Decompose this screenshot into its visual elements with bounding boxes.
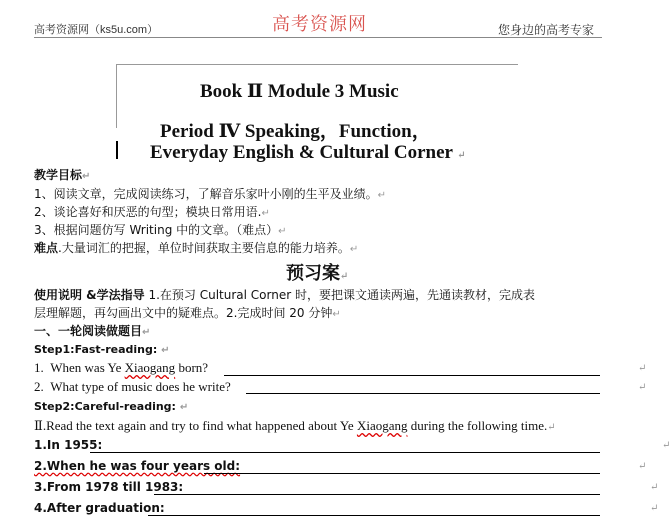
paragraph-mark: ↵ bbox=[638, 382, 647, 393]
question-2-text: What type of music does he write? bbox=[50, 379, 231, 394]
step2-label bbox=[34, 400, 188, 413]
title-frame-top bbox=[116, 64, 518, 65]
difficulty-label: 难点 bbox=[34, 241, 59, 255]
section-1-heading bbox=[34, 322, 150, 339]
usage-text-1: 1.在预习 Cultural Corner 时，要把课文通读两遍，先通读教材，完成表 bbox=[144, 288, 535, 302]
answer-line-1978-1983[interactable] bbox=[154, 494, 600, 495]
paragraph-mark: ↵ bbox=[179, 402, 189, 413]
title-line-3-text: Everyday English & Cultural Corner bbox=[150, 142, 453, 163]
difficulty-text: .大量词汇的把握，单位时间获取主要信息的能力培养。 bbox=[58, 241, 350, 255]
step2-instruction-name: Xiaogang bbox=[356, 418, 408, 433]
usage-text-2: 层理解题，再勾画出文中的疑难点。2.完成时间 20 分钟 bbox=[34, 306, 333, 320]
paragraph-mark: ↵ bbox=[457, 150, 466, 161]
section-1-heading-text: 一、一轮阅读做题目 bbox=[34, 324, 143, 338]
answer-line-q2[interactable] bbox=[246, 393, 600, 394]
paragraph-mark: ↵ bbox=[650, 503, 659, 514]
header-source: 高考资源网（ks5u.com） bbox=[34, 24, 159, 36]
item-1-label: 1.In 1955: bbox=[34, 438, 103, 452]
header-brand-logo: 高考资源网 bbox=[272, 14, 367, 35]
header-slogan: 您身边的高考专家 bbox=[498, 23, 595, 37]
paragraph-mark: ↵ bbox=[332, 309, 341, 320]
objective-item-2-text: 2、谈论喜好和厌恶的句型；模块日常用语. bbox=[34, 205, 262, 219]
title-line-1: Book Ⅱ Module 3 Music bbox=[200, 81, 399, 102]
step1-label-text: Step1:Fast-reading: bbox=[34, 343, 158, 356]
item-4-label: 4.After graduation: bbox=[34, 501, 165, 515]
header-rule bbox=[34, 37, 602, 38]
usage-line-1 bbox=[34, 286, 535, 303]
question-1-number: 1. bbox=[34, 360, 44, 375]
objective-item-3 bbox=[34, 221, 287, 238]
paragraph-mark: ↵ bbox=[638, 461, 647, 472]
paragraph-mark: ↵ bbox=[377, 190, 387, 201]
question-1 bbox=[34, 360, 208, 376]
paragraph-mark: ↵ bbox=[278, 226, 287, 237]
preview-title-text: 预习案 bbox=[286, 263, 340, 284]
preview-title bbox=[286, 259, 348, 285]
paragraph-mark: ↵ bbox=[82, 171, 91, 182]
objective-item-1-text: 1、阅读文章，完成阅读练习，了解音乐家叶小刚的生平及业绩。 bbox=[34, 187, 378, 201]
difficulty-line bbox=[34, 239, 358, 256]
title-line-2: Period Ⅳ Speaking，Function， bbox=[160, 121, 431, 142]
step2-instruction-a: Ⅱ.Read the text again and try to find what happened about Ye bbox=[34, 418, 357, 433]
question-1-text-b: born? bbox=[175, 360, 209, 375]
paragraph-mark: ↵ bbox=[142, 327, 151, 338]
usage-label: 使用说明 &学法指导 bbox=[34, 288, 145, 302]
question-2 bbox=[34, 379, 231, 395]
objective-item-3-text: 3、根据问题仿写 Writing 中的文章。（难点） bbox=[34, 223, 279, 237]
objectives-heading-text: 教学目标 bbox=[34, 168, 83, 182]
title-line-3 bbox=[150, 142, 466, 164]
item-2-label: 2.When he was four years old: bbox=[34, 459, 241, 473]
objectives-heading bbox=[34, 166, 90, 183]
objective-item-2 bbox=[34, 203, 270, 220]
question-2-number: 2. bbox=[34, 379, 44, 394]
paragraph-mark: ↵ bbox=[161, 345, 170, 356]
answer-line-after-graduation[interactable] bbox=[148, 515, 600, 516]
paragraph-mark: ↵ bbox=[638, 363, 647, 374]
answer-line-1955[interactable] bbox=[90, 452, 600, 453]
paragraph-mark: ↵ bbox=[340, 271, 349, 282]
step2-instruction bbox=[34, 418, 556, 434]
text-cursor bbox=[116, 141, 118, 159]
step1-label bbox=[34, 343, 170, 356]
paragraph-mark: ↵ bbox=[349, 244, 359, 255]
paragraph-mark: ↵ bbox=[662, 440, 671, 451]
paragraph-mark: ↵ bbox=[547, 422, 556, 433]
paragraph-mark: ↵ bbox=[650, 482, 659, 493]
item-3-label: 3.From 1978 till 1983: bbox=[34, 480, 184, 494]
objective-item-1 bbox=[34, 185, 386, 202]
question-1-text-a: When was Ye bbox=[50, 360, 125, 375]
step2-instruction-b: during the following time. bbox=[407, 418, 548, 433]
step2-label-text: Step2:Careful-reading: bbox=[34, 400, 176, 413]
paragraph-mark: ↵ bbox=[261, 208, 270, 219]
title-frame-left bbox=[116, 64, 117, 128]
answer-line-q1[interactable] bbox=[224, 375, 600, 376]
question-1-name: Xiaogang bbox=[124, 360, 176, 375]
usage-line-2 bbox=[34, 304, 341, 321]
answer-line-age-four[interactable] bbox=[204, 473, 600, 474]
